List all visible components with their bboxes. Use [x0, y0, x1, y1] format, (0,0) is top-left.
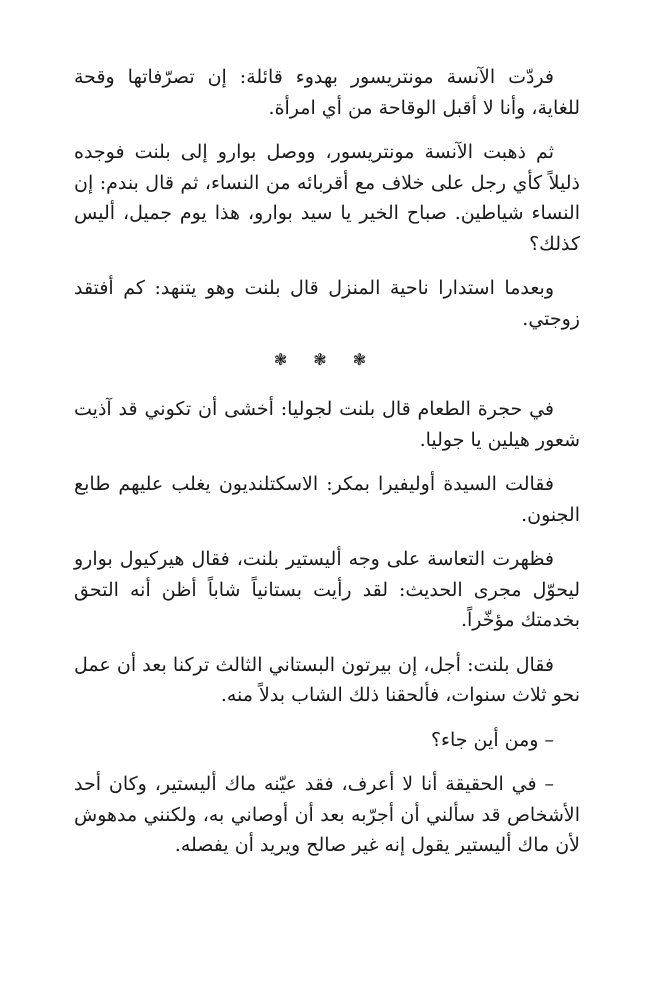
paragraph: ثم ذهبت الآنسة مونتريسور، ووصل بوارو إلى بلنت فوجده ذليلاً كأي رجل على خلاف مع أقربائه من النساء، ثم قال بندم: إن النساء شياطين. صباح الخير يا سيد بوارو، هذا يوم جميل، أليس كذلك؟ — [74, 141, 580, 255]
paragraph: فردّت الآنسة مونتريسور بهدوء قائلة: إن تصرّفاتها وقحة للغاية، وأنا لا أقبل الوقاحة من أي امرأة. — [74, 66, 580, 119]
asterism-ornament: ❃ — [313, 350, 341, 369]
dialogue-line: – ومن أين جاء؟ — [430, 728, 554, 751]
dialogue-line: – في الحقيقة أنا لا أعرف، فقد عيّنه ماك أليستير، وكان أحد الأشخاص قد سألني أن أجرّبه بعد أن أوصاني به، ولكنني مدهوش لأن ماك أليستير يقول إنه غير صالح ويريد أن يفصله. — [74, 773, 580, 856]
paragraph: فقال بلنت: أجل، إن بيرتون البستاني الثالث تركنا بعد أن عمل نحو ثلاث سنوات، فألحقنا ذلك الشاب بدلاً منه. — [74, 653, 580, 706]
paragraph: وبعدما استدارا ناحية المنزل قال بلنت وهو يتنهد: كم أفتقد زوجتي. — [74, 277, 580, 330]
paragraph: فقالت السيدة أوليفيرا بمكر: الاسكتلنديون يغلب عليهم طابع الجنون. — [74, 473, 580, 526]
paragraph: في حجرة الطعام قال بلنت لجوليا: أخشى أن تكوني قد آذيت شعور هيلين يا جوليا. — [74, 398, 580, 451]
book-page — [74, 62, 580, 875]
asterism-ornament: ❃ — [273, 350, 302, 369]
asterism-ornament: ❃ — [352, 350, 381, 369]
section-separator — [74, 348, 580, 372]
paragraph: فظهرت التعاسة على وجه أليستير بلنت، فقال هيركيول بوارو ليحوّل مجرى الحديث: لقد رأيت بستانياً شاباً أظن أنه التحق بخدمتك مؤخّراً. — [74, 548, 580, 631]
